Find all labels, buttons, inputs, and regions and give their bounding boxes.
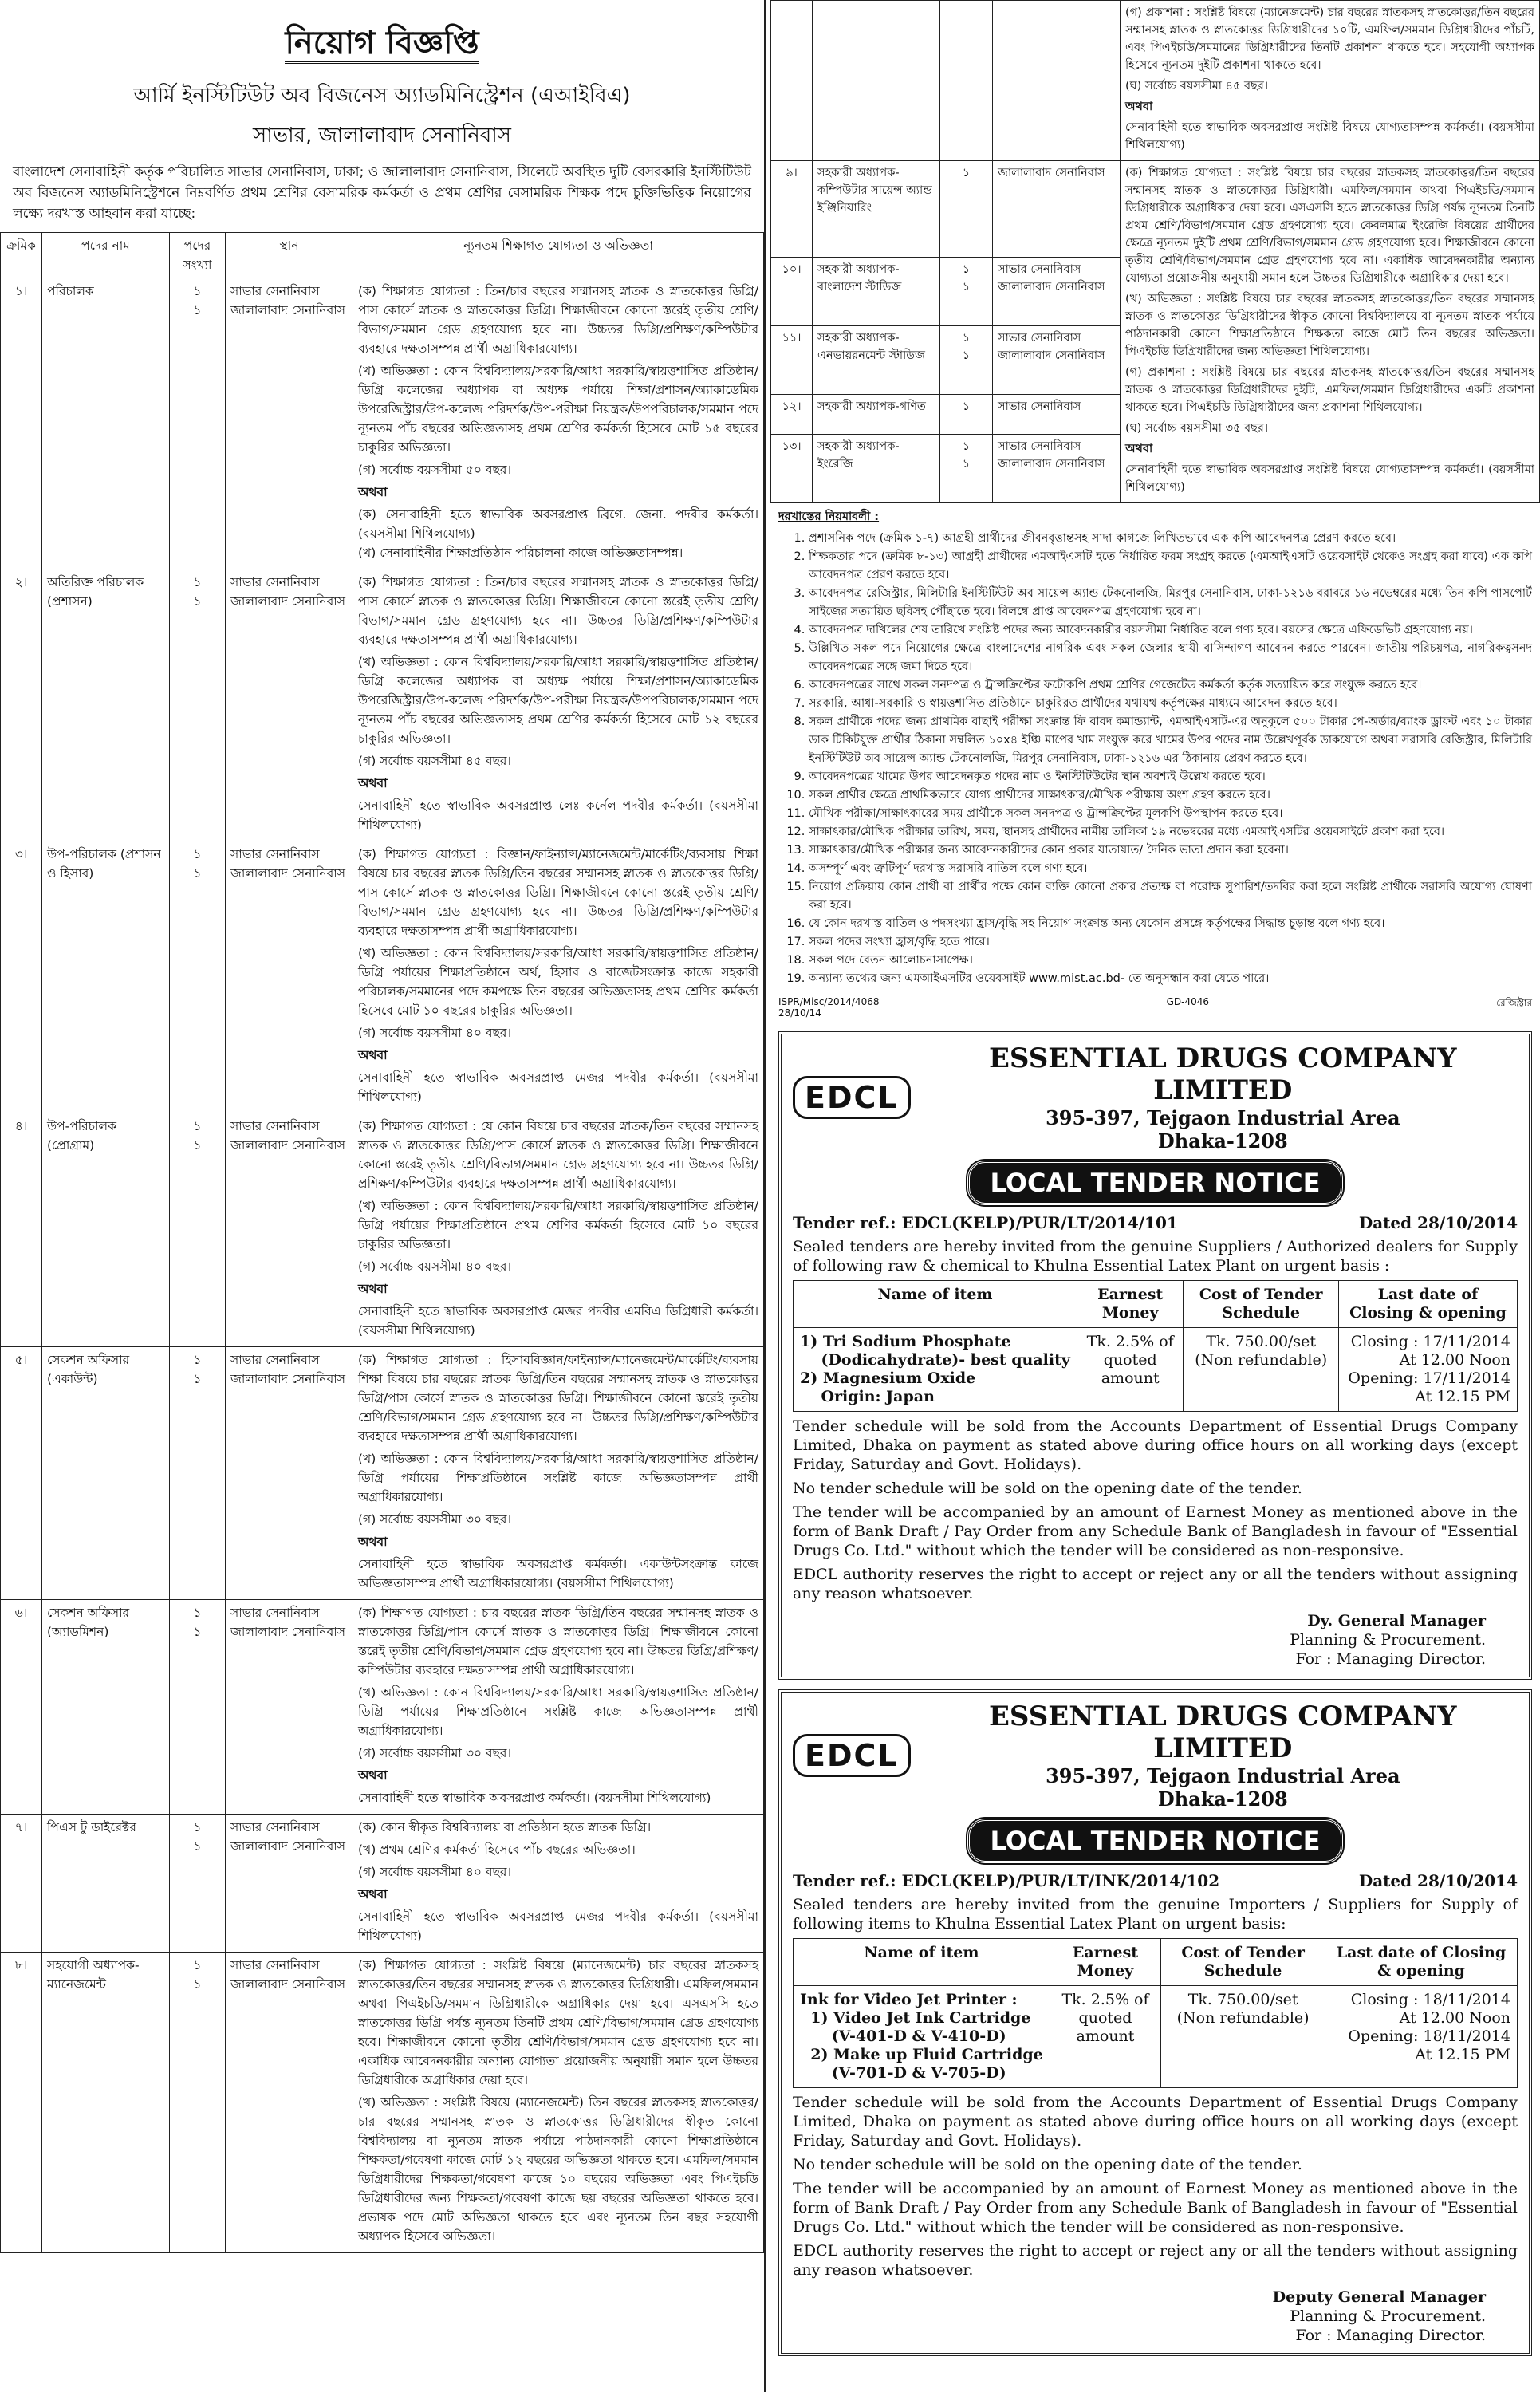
requirement-line: (খ) অভিজ্ঞতা : সংশ্লিষ্ট বিষয়ে (ম্যানেজমেন্ট) তিন বছরের স্নাতকসহ স্নাতকোত্তর/চার বছরের সম্মানসহ স্নাতক ও স্নাতকোত্তর ডিগ্রিধারীদের স্বীকৃত কোনো বিশ্ববিদ্যালয় বা ন্যূনতম স্নাতক পর্যায়ে পাঠদানকারী কোনো শিক্ষাপ্রতিষ্ঠানে শিক্ষকতা/গবেষণা কাজে মোট ১২ বছরের অভিজ্ঞতা থাকতে হবে। এমফিল/সমমান ডিগ্রিধারীদের শিক্ষকতা/গবেষণা কাজে ১০ বছরের অভিজ্ঞতা এবং পিএইচডি ডিগ্রিধারীদের জন্য শিক্ষকতা/গবেষণা কাজে ছয় বছরের অভিজ্ঞতা থাকতে হবে। প্রভাষক পদে মোট অভিজ্ঞতা থাকতে হবে এবং ন্যূনতম তিন বছর সহযোগী অধ্যাপক হিসেবে অভিজ্ঞতা। bbox=[358, 2095, 758, 2244]
col-item: Name of item bbox=[794, 1939, 1050, 1986]
table-row bbox=[1, 1113, 764, 1347]
requirement-line: (ক) কোন স্বীকৃত বিশ্ববিদ্যালয় বা প্রতিষ্ঠান হতে স্নাতক ডিগ্রি। bbox=[358, 1820, 652, 1834]
post-name: সেকশন অফিসার (অ্যাডমিশন) bbox=[42, 1600, 170, 1815]
rule-item: 15. নিয়োগ প্রক্রিয়ায় কোন প্রার্থী বা প্রার্থীর পক্ষে কোন ব্যক্তি কোনো প্রকার প্রত্যক্ষ বা পরোক্ষ সুপারিশ/তদবির করা হলে সংশ্লিষ্ট প্রার্থীকে সরাসরি অযোগ্য ঘোষণা করা হবে। bbox=[809, 878, 1532, 915]
item-name: 1) Tri Sodium Phosphate (Dodicahydrate)- best quality 2) Magnesium Oxide Origin: Japan bbox=[794, 1328, 1077, 1412]
post-place: সাভার সেনানিবাস জালালাবাদ সেনানিবাস bbox=[226, 1815, 353, 1953]
ispr-ref: ISPR/Misc/2014/4068 28/10/14 bbox=[778, 996, 880, 1019]
jobs-table-header bbox=[1, 233, 764, 278]
requirement-line: (ক) শিক্ষাগত যোগ্যতা : হিসাববিজ্ঞান/ফাইন্যান্স/ম্যানেজমেন্ট/মার্কেটিং/ব্যবসায় শিক্ষা বিষয়ে চার বছরের স্নাতক ডিগ্রি/তিন বছরের সম্মানসহ স্নাতক ও স্নাতকোত্তর ডিগ্রি/পাস কোর্সে স্নাতক ও স্নাতকোত্তর ডিগ্রি। শিক্ষাজীবনে কোনো স্তরেই তৃতীয় শ্রেণি/বিভাগ/সমমান গ্রেড গ্রহণযোগ্য হবে না। উচ্চতর ডিগ্রি/প্রশিক্ষণ/কম্পিউটার ব্যবহারে দক্ষতাসম্পন্ন প্রার্থী অগ্রাধিকারযোগ্য। bbox=[358, 1353, 758, 1444]
serial-no: ১০। bbox=[771, 258, 813, 326]
post-count: ১ ১ bbox=[170, 1347, 226, 1600]
post-requirements bbox=[353, 1953, 764, 2253]
rule-item: 12. সাক্ষাৎকার/মৌখিক পরীক্ষার তারিখ, সময়, স্থানসহ প্রার্থীদের নামীয় তালিকা ১৯ নভেম্বরের মধ্যে এমআইএসটির ওয়েবসাইটে প্রকাশ করা হবে। bbox=[809, 823, 1532, 841]
post-place: সাভার সেনানিবাস জালালাবাদ সেনানিবাস bbox=[226, 1347, 353, 1600]
post-count: ১ ১ bbox=[940, 258, 993, 326]
serial-no: ৪। bbox=[1, 1113, 42, 1347]
requirement-line: (খ) অভিজ্ঞতা : কোন বিশ্ববিদ্যালয়/সরকারি/আধা সরকারি/স্বায়ত্তশাসিত প্রতিষ্ঠান/ডিগ্রি পর্যায়ের শিক্ষাপ্রতিষ্ঠানে সংশ্লিষ্ট কাজে অভিজ্ঞতাসম্পন্ন প্রার্থী অগ্রাধিকারযোগ্য। bbox=[358, 1452, 758, 1504]
serial-no: ৬। bbox=[1, 1600, 42, 1815]
post-place: সাভার সেনানিবাস জালালাবাদ সেনানিবাস bbox=[226, 1953, 353, 2253]
requirement-line: (গ) সর্বোচ্চ বয়সসীমা ৪০ বছর। bbox=[358, 1259, 511, 1274]
tender-para-1: Tender schedule will be sold from the Accounts Department of Essential Drugs Company Limited, Dhaka on payment as stated above during office hours on all working days (except Friday, Saturday and Govt. Holidays). bbox=[793, 1417, 1518, 1473]
requirement-line: (খ) অভিজ্ঞতা : সংশ্লিষ্ট বিষয়ে চার বছরের স্নাতকসহ স্নাতকোত্তর/তিন বছরের সম্মানসহ স্নাতক ও স্নাতকোত্তর ডিগ্রিধারীদের স্বীকৃত কোনো বিশ্ববিদ্যালয়ে বা ন্যূনতম স্নাতক পর্যায়ে পাঠদানকারী কোনো শিক্ষাপ্রতিষ্ঠানে শিক্ষকতা কাজে মোট তিন বছরের অভিজ্ঞতা। পিএইচডি ডিগ্রিধারীদের জন্য অভিজ্ঞতা শিথিলযোগ্য। bbox=[1125, 293, 1534, 358]
company-name: ESSENTIAL DRUGS COMPANY LIMITED bbox=[989, 1700, 1457, 1764]
tender-table bbox=[793, 1938, 1518, 2088]
or-label: অথবা bbox=[358, 1887, 388, 1901]
requirement-line: (গ) সর্বোচ্চ বয়সসীমা ৪০ বছর। bbox=[358, 1865, 511, 1879]
tender-header bbox=[793, 1700, 1518, 1811]
serial-no: ৫। bbox=[1, 1347, 42, 1600]
requirement-line: (খ) প্রথম শ্রেণির কর্মকর্তা হিসেবে পাঁচ বছরের অভিজ্ঞতা। bbox=[358, 1842, 636, 1857]
alternative-eligibility: সেনাবাহিনী হতে স্বাভাবিক অবসরপ্রাপ্ত কর্মকর্তা। (বয়সসীমা শিথিলযোগ্য) bbox=[358, 1791, 711, 1805]
company-block bbox=[928, 1700, 1518, 1811]
earnest-money: Tk. 2.5% of quoted amount bbox=[1077, 1328, 1184, 1412]
tender-notice bbox=[778, 1689, 1532, 2356]
post-name: উপ-পরিচালক (প্রোগ্রাম) bbox=[42, 1113, 170, 1347]
company-address: 395-397, Tejgaon Industrial Area bbox=[1046, 1764, 1400, 1787]
tender-para-4: EDCL authority reserves the right to accept or reject any or all the tenders without assigning any reason whatsoever. bbox=[793, 1566, 1518, 1602]
post-count: ১ ১ bbox=[170, 569, 226, 841]
requirement-line: (ক) শিক্ষাগত যোগ্যতা : সংশ্লিষ্ট বিষয়ে (ম্যানেজমেন্ট) চার বছরের স্নাতকসহ স্নাতকোত্তর/তিন বছরের সম্মানসহ স্নাতক ও স্নাতকোত্তর ডিগ্রিধারী। এমফিল/সমমান অথবা পিএইচডি/সমমান ডিগ্রিধারীকে অগ্রাধিকার দেয়া হবে। এসএসসি হতে স্নাতকোত্তর ডিগ্রি পর্যন্ত ন্যূনতম তিনটি প্রথম শ্রেণি/বিভাগ/সমমান গ্রেড গ্রহণযোগ্য হবে। শিক্ষাজীবনে কোনো তৃতীয় শ্রেণি/বিভাগ/সমমান গ্রেড গ্রহণযোগ্য হবে না। একাধিক আবেদনকারীর অন্যান্য যোগ্যতা প্রয়োজনীয় অনুযায়ী সমান হলে উচ্চতর ডিগ্রিধারীকে অগ্রাধিকার দেয়া হবে। bbox=[358, 1958, 758, 2087]
tender-signature: Deputy General Manager Planning & Procurement. For : Managing Director. bbox=[1272, 2288, 1486, 2344]
tender-intro: Sealed tenders are hereby invited from the genuine Importers / Suppliers for Supply of following items to Khulna Essential Latex Plant on urgent basis: bbox=[793, 1896, 1518, 1933]
rule-item: 6. আবেদনপত্রের সাথে সকল সনদপত্র ও ট্রান্সক্রিপ্টের ফটোকপি প্রথম শ্রেণির গেজেটেড কর্মকর্তা কর্তৃক সত্যায়িত করে সংযুক্ত করতে হবে। bbox=[809, 676, 1532, 695]
post-requirements bbox=[353, 569, 764, 841]
requirement-line: (ক) শিক্ষাগত যোগ্যতা : তিন/চার বছরের সম্মানসহ স্নাতক ও স্নাতকোত্তর ডিগ্রি/পাস কোর্সে স্নাতক ও স্নাতকোত্তর ডিগ্রি। শিক্ষাজীবনে কোনো স্তরেই তৃতীয় শ্রেণি/বিভাগ/সমমান গ্রেড গ্রহণযোগ্য হবে না। উচ্চতর ডিগ্রি/প্রশিক্ষণ/কম্পিউটার ব্যবহারে দক্ষতাসম্পন্ন প্রার্থী অগ্রাধিকারযোগ্য। bbox=[358, 284, 758, 356]
post-name: অতিরিক্ত পরিচালক (প্রশাসন) bbox=[42, 569, 170, 841]
post-requirements bbox=[353, 841, 764, 1113]
tender-para-3: The tender will be accompanied by an amount of Earnest Money as mentioned above in the form of Bank Draft / Pay Order from any Schedule Bank of Bangladesh in favour of "Essential Drugs Co. Ltd." without which the tender will be considered as non-responsive. bbox=[793, 1503, 1518, 1559]
rule-item: 13. সাক্ষাৎকার/মৌখিক পরীক্ষার জন্য আবেদনকারীদের কোন প্রকার যাতায়াত/ দৈনিক ভাতা প্রদান করা হবেনা। bbox=[809, 841, 1532, 860]
requirement-line: (খ) অভিজ্ঞতা : কোন বিশ্ববিদ্যালয়/সরকারি/আধা সরকারি/স্বায়ত্তশাসিত প্রতিষ্ঠান/ডিগ্রি কলেজের অধ্যাপক বা অধ্যক্ষ পর্যায়ে শিক্ষা/প্রশাসন/অ্যাকাডেমিক উপরেজিস্ট্রার/উপ-কলেজ পরিদর্শক/উপ-পরীক্ষা নিয়ন্ত্রক/উপপরিচালক/সমমান পদে ন্যূনতম পাঁচ বছরের অভিজ্ঞতাসহ প্রথম শ্রেণির কর্মকর্তা হিসেবে মোট ১৫ বছরের চাকুরির অভিজ্ঞতা। bbox=[358, 364, 758, 455]
post-name: উপ-পরিচালক (প্রশাসন ও হিসাব) bbox=[42, 841, 170, 1113]
col-requirements: ন্যূনতম শিক্ষাগত যোগ্যতা ও অভিজ্ঞতা bbox=[353, 233, 764, 278]
col-earnest: Earnest Money bbox=[1077, 1281, 1184, 1328]
requirement-line: (খ) অভিজ্ঞতা : কোন বিশ্ববিদ্যালয়/সরকারি/আধা সরকারি/স্বায়ত্তশাসিত প্রতিষ্ঠান/ডিগ্রি পর্যায়ের শিক্ষাপ্রতিষ্ঠানে প্রথম শ্রেণির কর্মকর্তা হিসেবে মোট ১০ বছরের চাকুরির অভিজ্ঞতা। bbox=[358, 1199, 758, 1251]
post-requirements bbox=[1121, 161, 1540, 503]
post-count: ১ bbox=[940, 395, 993, 435]
post-place: সাভার সেনানিবাস bbox=[993, 395, 1121, 435]
application-rules bbox=[770, 503, 1540, 993]
tender-para-2: No tender schedule will be sold on the opening date of the tender. bbox=[793, 1480, 1302, 1497]
table-row bbox=[794, 1328, 1518, 1412]
post-name: সহকারী অধ্যাপক-কম্পিউটার সায়েন্স অ্যান্ড ইঞ্জিনিয়ারিং bbox=[813, 161, 940, 258]
col-item: Name of item bbox=[794, 1281, 1077, 1328]
tender-para-2: No tender schedule will be sold on the opening date of the tender. bbox=[793, 2156, 1302, 2173]
post-requirements bbox=[353, 278, 764, 569]
or-label: অথবা bbox=[358, 485, 388, 499]
post-place: সাভার সেনানিবাস জালালাবাদ সেনানিবাস bbox=[226, 569, 353, 841]
or-label: অথবা bbox=[1125, 443, 1153, 455]
rule-item: 17. সকল পদের সংখ্যা হ্রাস/বৃদ্ধি হতে পারে। bbox=[809, 933, 1532, 952]
tender-ref-line bbox=[793, 1213, 1518, 1232]
table-row bbox=[771, 161, 1540, 258]
post-place: জালালাবাদ সেনানিবাস bbox=[993, 161, 1121, 258]
tender-ref: Tender ref.: EDCL(KELP)/PUR/LT/2014/101 bbox=[793, 1213, 1178, 1232]
requirement-line: (গ) সর্বোচ্চ বয়সসীমা ৫০ বছর। bbox=[358, 463, 511, 477]
tender-table-header bbox=[794, 1281, 1518, 1328]
tender-ref: Tender ref.: EDCL(KELP)/PUR/LT/INK/2014/102 bbox=[793, 1871, 1220, 1890]
post-place: সাভার সেনানিবাস জালালাবাদ সেনানিবাস bbox=[993, 435, 1121, 503]
post-name: পিএস টু ডাইরেক্টর bbox=[42, 1815, 170, 1953]
closing-opening: Closing : 17/11/2014 At 12.00 Noon Opening: 17/11/2014 At 12.15 PM bbox=[1338, 1328, 1517, 1412]
rule-item: 11. মৌখিক পরীক্ষা/সাক্ষাৎকারের সময় প্রার্থীকে সকল সনদপত্র ও ট্রান্সক্রিপ্টের মূলকপি উপস্থাপন করতে হবে। bbox=[809, 805, 1532, 823]
post-name: সহকারী অধ্যাপক-এনভায়রনমেন্ট স্টাডিজ bbox=[813, 326, 940, 395]
rule-item: 10. সকল প্রার্থীর ক্ষেত্রে প্রাথমিকভাবে যোগ্য প্রার্থীদের সাক্ষাৎকার/মৌখিক পরীক্ষায় অংশ গ্রহণ করতে হবে। bbox=[809, 786, 1532, 805]
alternative-eligibility: সেনাবাহিনী হতে স্বাভাবিক অবসরপ্রাপ্ত মেজর পদবীর কর্মকর্তা। (বয়সসীমা শিথিলযোগ্য) bbox=[358, 1070, 758, 1104]
table-row bbox=[1, 1600, 764, 1815]
gd-ref: GD-4046 bbox=[1166, 996, 1210, 1007]
notice-title: নিয়োগ বিজ্ঞপ্তি bbox=[0, 18, 764, 71]
rule-item: 3. আবেদনপত্র রেজিস্ট্রার, মিলিটারি ইনস্টিটিউট অব সায়েন্স অ্যান্ড টেকনোলজি, মিরপুর সেনানিবাস, ঢাকা-১২১৬ বরাবরে ১৬ নভেম্বরের মধ্যে তিন কপি পাসপোর্ট সাইজের সত্যায়িত ছবিসহ পৌঁছাতে হবে। বিলম্বে প্রাপ্ত আবেদনপত্র গ্রহণযোগ্য হবে না। bbox=[809, 585, 1532, 621]
serial-no: ১৩। bbox=[771, 435, 813, 503]
edcl-logo: EDCL bbox=[793, 1076, 911, 1119]
rule-item: 2. শিক্ষকতার পদে (ক্রমিক ৮-১৩) আগ্রহী প্রার্থীদের এমআইএসটি হতে নির্ধারিত ফরম সংগ্রহ করতে (এমআইএসটি ওয়েবসাইট থেকেও সংগ্রহ করা যাবে) এক কপি আবেদনপত্র প্রেরণ করতে হবে। bbox=[809, 548, 1532, 585]
serial-no: ৭। bbox=[1, 1815, 42, 1953]
notice-footer bbox=[770, 993, 1540, 1022]
tender-ref-line bbox=[793, 1871, 1518, 1890]
rule-item: 9. আবেদনপত্রের খামের উপর আবেদনকৃত পদের নাম ও ইনস্টিটিউটের স্থান অবশ্যই উল্লেখ করতে হবে। bbox=[809, 768, 1532, 786]
serial-no: ১। bbox=[1, 278, 42, 569]
tender-para-1: Tender schedule will be sold from the Accounts Department of Essential Drugs Company Limited, Dhaka on payment as stated above during office hours on all working days (except Friday, Saturday and Govt. Holidays). bbox=[793, 2094, 1518, 2150]
company-address: 395-397, Tejgaon Industrial Area bbox=[1046, 1106, 1400, 1129]
post-requirements bbox=[353, 1600, 764, 1815]
requirement-line: (ঘ) সর্বোচ্চ বয়সসীমা ৩৫ বছর। bbox=[1125, 422, 1269, 435]
table-row bbox=[1, 278, 764, 569]
tender-para-4: EDCL authority reserves the right to accept or reject any or all the tenders without assigning any reason whatsoever. bbox=[793, 2242, 1518, 2279]
notice-intro: বাংলাদেশ সেনাবাহিনী কর্তৃক পরিচালিত সাভার সেনানিবাস, ঢাকা; ও জালালাবাদ সেনানিবাস, সিলেটে অবস্থিত দুটি বেসরকারি ইনস্টিটিউট অব বিজনেস অ্যাডমিনিস্ট্রেশনে নিম্নবর্ণিত প্রথম শ্রেণির বেসামরিক কর্মকর্তা ও প্রথম শ্রেণির বেসামরিক শিক্ষক পদে চুক্তিভিত্তিক নিয়োগের লক্ষ্যে দরখাস্ত আহবান করা যাচ্ছে: bbox=[13, 164, 751, 222]
post-count: ১ ১ bbox=[170, 1815, 226, 1953]
post-count: ১ bbox=[940, 161, 993, 258]
company-name: ESSENTIAL DRUGS COMPANY LIMITED bbox=[989, 1042, 1457, 1106]
tender-table bbox=[793, 1280, 1518, 1412]
tender-banner: LOCAL TENDER NOTICE bbox=[793, 1161, 1518, 1205]
col-cost: Cost of Tender Schedule bbox=[1184, 1281, 1338, 1328]
post-name: সহকারী অধ্যাপক-গণিত bbox=[813, 395, 940, 435]
post-count: ১ ১ bbox=[170, 1600, 226, 1815]
post-count: ১ ১ bbox=[170, 1113, 226, 1347]
edcl-logo: EDCL bbox=[793, 1734, 911, 1777]
rule-item: 18. সকল পদে বেতন আলোচনাসাপেক্ষ। bbox=[809, 952, 1532, 970]
alternative-eligibility: সেনাবাহিনী হতে স্বাভাবিক অবসরপ্রাপ্ত লেঃ কর্নেল পদবীর কর্মকর্তা। (বয়সসীমা শিথিলযোগ্য) bbox=[358, 798, 758, 832]
col-cost: Cost of Tender Schedule bbox=[1161, 1939, 1325, 1986]
post-name: সহকারী অধ্যাপক-ইংরেজি bbox=[813, 435, 940, 503]
post-count: ১ ১ bbox=[170, 841, 226, 1113]
notice-header bbox=[0, 18, 764, 154]
tender-date: Dated 28/10/2014 bbox=[1358, 1213, 1518, 1232]
requirement-line: (গ) সর্বোচ্চ বয়সসীমা ৪০ বছর। bbox=[358, 1026, 511, 1040]
post-place: সাভার সেনানিবাস জালালাবাদ সেনানিবাস bbox=[993, 258, 1121, 326]
post-place: সাভার সেনানিবাস জালালাবাদ সেনানিবাস bbox=[226, 841, 353, 1113]
post-place: সাভার সেনানিবাস জালালাবাদ সেনানিবাস bbox=[226, 278, 353, 569]
tender-header bbox=[793, 1042, 1518, 1153]
col-dates: Last date of Closing & opening bbox=[1325, 1939, 1517, 1986]
rule-item: 14. অসম্পূর্ণ এবং ত্রুটিপূর্ণ দরখাস্ত সরাসরি বাতিল বলে গণ্য হবে। bbox=[809, 860, 1532, 878]
requirement-line: (গ) সর্বোচ্চ বয়সসীমা ৩০ বছর। bbox=[358, 1512, 512, 1527]
serial-no: ২। bbox=[1, 569, 42, 841]
requirement-line: (ক) শিক্ষাগত যোগ্যতা : বিজ্ঞান/ফাইন্যান্স/ম্যানেজমেন্ট/মার্কেটিং/ব্যবসায় শিক্ষা বিষয়ে চার বছরের স্নাতক ডিগ্রি/তিন বছরের সম্মানসহ স্নাতক ও স্নাতকোত্তর ডিগ্রি/পাস কোর্সে স্নাতক ও স্নাতকোত্তর ডিগ্রি। শিক্ষাজীবনে কোনো স্তরেই তৃতীয় শ্রেণি/বিভাগ/সমমান গ্রেড গ্রহণযোগ্য হবে না। উচ্চতর ডিগ্রি/প্রশিক্ষণ/কম্পিউটার ব্যবহারে দক্ষতাসম্পন্ন প্রার্থী অগ্রাধিকারযোগ্য। bbox=[358, 847, 758, 938]
requirement-line: (খ) অভিজ্ঞতা : কোন বিশ্ববিদ্যালয়/সরকারি/আধা সরকারি/স্বায়ত্তশাসিত প্রতিষ্ঠান/ডিগ্রি কলেজের অধ্যাপক বা অধ্যক্ষ পর্যায়ে শিক্ষা/প্রশাসন/অ্যাকাডেমিক উপরেজিস্ট্রার/উপ-কলেজ পরিদর্শক/উপ-পরীক্ষা নিয়ন্ত্রক/উপপরিচালক/সমমান পদে ন্যূনতম পাঁচ বছরের অভিজ্ঞতাসহ প্রথম শ্রেণির কর্মকর্তা হিসেবে মোট ১২ বছরের চাকুরির অভিজ্ঞতা। bbox=[358, 655, 758, 746]
col-place: স্থান bbox=[226, 233, 353, 278]
tender-notice bbox=[778, 1031, 1532, 1680]
table-row bbox=[1, 841, 764, 1113]
serial-no: ৩। bbox=[1, 841, 42, 1113]
post-requirements bbox=[353, 1815, 764, 1953]
requirement-line: (গ) প্রকাশনা : সংশ্লিষ্ট বিষয়ে চার বছরের স্নাতকসহ স্নাতকোত্তর/তিন বছরের সম্মানসহ স্নাতক ও স্নাতকোত্তর ডিগ্রিধারীদের দুইটি, এমফিল/সমমান ডিগ্রিধারীদের একটি প্রকাশনা থাকতে হবে। পিএইচডি ডিগ্রিধারীদের জন্য প্রকাশনা শিথিলযোগ্য। bbox=[1125, 366, 1534, 414]
col-post: পদের নাম bbox=[42, 233, 170, 278]
post-name: সেকশন অফিসার (একাউন্ট) bbox=[42, 1347, 170, 1600]
rule-item: 1. প্রশাসনিক পদে (ক্রমিক ১-৭) আগ্রহী প্রার্থীদের জীবনবৃত্তান্তসহ সাদা কাগজে লিখিতভাবে এক কপি আবেদনপত্র প্রেরণ করতে হবে। bbox=[809, 530, 1532, 548]
alternative-eligibility: সেনাবাহিনী হতে স্বাভাবিক অবসরপ্রাপ্ত সংশ্লিষ্ট বিষয়ে যোগ্যতাসম্পন্ন কর্মকর্তা। (বয়সসীমা শিথিলযোগ্য) bbox=[1125, 463, 1534, 494]
serial-no: ৮। bbox=[1, 1953, 42, 2253]
table-row bbox=[771, 1, 1540, 161]
requirement-line: (ক) শিক্ষাগত যোগ্যতা : যে কোন বিষয়ে চার বছরের স্নাতক/তিন বছরের সম্মানসহ স্নাতক ও স্নাতকোত্তর ডিগ্রি/পাস কোর্সে স্নাতক ও স্নাতকোত্তর ডিগ্রি। শিক্ষাজীবনে কোনো স্তরেই তৃতীয় শ্রেণি/বিভাগ/সমমান গ্রেড গ্রহণযোগ্য হবে না। উচ্চতর ডিগ্রি/প্রশিক্ষণ/কম্পিউটার ব্যবহারে দক্ষতাসম্পন্ন প্রার্থী অগ্রাধিকারযোগ্য। bbox=[358, 1119, 758, 1191]
requirement-line: (গ) সর্বোচ্চ বয়সসীমা ৪৫ বছর। bbox=[358, 754, 511, 768]
closing-opening: Closing : 18/11/2014 At 12.00 Noon Opening: 18/11/2014 At 12.15 PM bbox=[1325, 1986, 1517, 2088]
faculty-table bbox=[770, 0, 1540, 503]
alternative-eligibility: সেনাবাহিনী হতে স্বাভাবিক অবসরপ্রাপ্ত কর্মকর্তা। একাউন্টসংক্রান্ত কাজে অভিজ্ঞতাসম্পন্ন প্রার্থী অগ্রাধিকারযোগ্য। (বয়সসীমা শিথিলযোগ্য) bbox=[358, 1557, 758, 1590]
right-column bbox=[770, 0, 1540, 2392]
institute-name: আর্মি ইনস্টিটিউট অব বিজনেস অ্যাডমিনিস্ট্রেশন (এআইবিএ) bbox=[133, 84, 631, 108]
requirement-line: (গ) সর্বোচ্চ বয়সসীমা ৩০ বছর। bbox=[358, 1746, 512, 1760]
alternative-eligibility: সেনাবাহিনী হতে স্বাভাবিক অবসরপ্রাপ্ত মেজর পদবীর কর্মকর্তা। (বয়সসীমা শিথিলযোগ্য) bbox=[358, 1909, 758, 1943]
col-earnest: Earnest Money bbox=[1050, 1939, 1161, 1986]
table-row bbox=[1, 569, 764, 841]
col-count: পদের সংখ্যা bbox=[170, 233, 226, 278]
requirement-line: (ক) শিক্ষাগত যোগ্যতা : সংশ্লিষ্ট বিষয়ে চার বছরের স্নাতকসহ স্নাতকোত্তর/তিন বছরের সম্মানসহ স্নাতক ও স্নাতকোত্তর ডিগ্রিধারী। এমফিল/সমমান অথবা পিএইচডি/সমমান ডিগ্রিধারীকে অগ্রাধিকার দেয়া হবে। এসএসসি হতে স্নাতকোত্তর ডিগ্রি পর্যন্ত ন্যূনতম তিনটি প্রথম শ্রেণি/বিভাগ/সমমান গ্রেড গ্রহণযোগ্য হবে। কেবলমাত্র ইংরেজি বিষয়ের প্রার্থীদের ক্ষেত্রে ন্যূনতম দুইটি প্রথম শ্রেণি/বিভাগ/সমমান গ্রেড গ্রহণযোগ্য হবে। শিক্ষাজীবনে কোনো তৃতীয় শ্রেণি/বিভাগ/সমমান গ্রেড গ্রহণযোগ্য হবে না। একাধিক আবেদনকারীর অন্যান্য যোগ্যতা প্রয়োজনীয় অনুযায়ী সমান হলে উচ্চতর ডিগ্রিধারীকে অগ্রাধিকার দেয়া হবে। bbox=[1125, 167, 1534, 285]
rule-item: 19. অন্যান্য তথ্যের জন্য এমআইএসটির ওয়েবসাইট www.mist.ac.bd- তে অনুসন্ধান করা যেতে পারে। bbox=[809, 970, 1532, 988]
rule-item: 16. যে কোন দরখাস্ত বাতিল ও পদসংখ্যা হ্রাস/বৃদ্ধি সহ নিয়োগ সংক্রান্ত অন্য যেকোন প্রসঙ্গে কর্তৃপক্ষের সিদ্ধান্ত চূড়ান্ত বলে গণ্য হবে। bbox=[809, 915, 1532, 933]
post-count: ১ ১ bbox=[940, 326, 993, 395]
rule-item: 4. আবেদনপত্র দাখিলের শেষ তারিখে সংশ্লিষ্ট পদের জন্য আবেদনকারীর বয়সসীমা নির্ধারিত বলে গণ্য হবে। বয়সের ক্ষেত্রে এফিডেভিট গ্রহণযোগ্য নয়। bbox=[809, 621, 1532, 640]
or-label: অথবা bbox=[358, 1048, 388, 1062]
schedule-cost: Tk. 750.00/set (Non refundable) bbox=[1184, 1328, 1338, 1412]
post-count: ১ ১ bbox=[940, 435, 993, 503]
serial-no: ১২। bbox=[771, 395, 813, 435]
table-row bbox=[794, 1986, 1518, 2088]
rule-item: 5. উল্লিখিত সকল পদে নিয়োগের ক্ষেত্রে বাংলাদেশের নাগরিক এবং সকল জেলার স্থায়ী বাসিন্দাগণ আবেদন করতে পারবেন। জাতীয় পরিচয়পত্র, নাগরিকত্বসনদ আবেদনপত্রের সঙ্গে জমা দিতে হবে। bbox=[809, 640, 1532, 676]
tender-date: Dated 28/10/2014 bbox=[1358, 1871, 1518, 1890]
post-place: সাভার সেনানিবাস জালালাবাদ সেনানিবাস bbox=[226, 1600, 353, 1815]
company-city: Dhaka-1208 bbox=[1157, 1787, 1288, 1811]
rules-title: দরখাস্তের নিয়মাবলী : bbox=[778, 510, 880, 523]
alternative-eligibility: (ক) সেনাবাহিনী হতে স্বাভাবিক অবসরপ্রাপ্ত ব্রিগে. জেনা. পদবীর কর্মকর্তা। (বয়সসীমা শিথিলযোগ্য) (খ) সেনাবাহিনীর শিক্ষাপ্রতিষ্ঠান পরিচালনা কাজে অভিজ্ঞতাসম্পন্ন। bbox=[358, 507, 758, 560]
post-place: সাভার সেনানিবাস জালালাবাদ সেনানিবাস bbox=[993, 326, 1121, 395]
requirement-line: (খ) অভিজ্ঞতা : কোন বিশ্ববিদ্যালয়/সরকারি/আধা সরকারি/স্বায়ত্তশাসিত প্রতিষ্ঠান/ডিগ্রি পর্যায়ের শিক্ষাপ্রতিষ্ঠানে অর্থ, হিসাব ও বাজেটসংক্রান্ত কাজে সহকারী পরিচালক/সমমানের পদে কমপক্ষে তিন বছরের অভিজ্ঞতাসহ প্রথম শ্রেণির কর্মকর্তা হিসেবে মোট ১০ বছরের চাকুরির অভিজ্ঞতা। bbox=[358, 946, 758, 1018]
alternative-eligibility: সেনাবাহিনী হতে স্বাভাবিক অবসরপ্রাপ্ত মেজর পদবীর এমবিএ ডিগ্রিধারী কর্মকর্তা। (বয়সসীমা শিথিলযোগ্য) bbox=[358, 1304, 758, 1338]
tender-signature: Dy. General Manager Planning & Procurement. For : Managing Director. bbox=[1290, 1612, 1486, 1668]
serial-no: ৯। bbox=[771, 161, 813, 258]
post-count: ১ ১ bbox=[170, 278, 226, 569]
post-place: সাভার সেনানিবাস জালালাবাদ সেনানিবাস bbox=[226, 1113, 353, 1347]
requirement-line: (খ) অভিজ্ঞতা : কোন বিশ্ববিদ্যালয়/সরকারি/আধা সরকারি/স্বায়ত্তশাসিত প্রতিষ্ঠান/ডিগ্রি পর্যায়ের শিক্ষাপ্রতিষ্ঠানে সংশ্লিষ্ট কাজে অভিজ্ঞতাসম্পন্ন প্রার্থী অগ্রাধিকারযোগ্য। bbox=[358, 1685, 758, 1738]
table-row bbox=[1, 1347, 764, 1600]
tender-banner: LOCAL TENDER NOTICE bbox=[793, 1819, 1518, 1863]
or-label: অথবা bbox=[358, 1282, 388, 1296]
col-dates: Last date of Closing & opening bbox=[1338, 1281, 1517, 1328]
rule-item: 8. সকল প্রার্থীকে পদের জন্য প্রাথমিক বাছাই পরীক্ষা সংক্রান্ত ফি বাবদ কমান্ড্যান্ট, এমআইএসটি-এর অনুকূলে ৫০০ টাকার পে-অর্ডার/ব্যাংক ড্রাফট এবং ১০ টাকার ডাক টিকিটযুক্ত প্রার্থীর ঠিকানা সম্বলিত ১০x৪ ইঞ্চি মাপের খাম সংযুক্ত করে খামের উপর পদের নাম উল্লেখপূর্বক ডাকযোগে অথবা সরাসরি রেজিস্ট্রার, মিলিটারি ইনস্টিটিউট অব সায়েন্স অ্যান্ড টেকনোলজি, মিরপুর সেনানিবাস, ঢাকা-১২১৬ এর ঠিকানায় প্রেরণ করতে হবে। bbox=[809, 713, 1532, 768]
rules-list bbox=[778, 530, 1532, 988]
company-block bbox=[928, 1042, 1518, 1153]
post-name: সহযোগী অধ্যাপক-ম্যানেজমেন্ট bbox=[42, 1953, 170, 2253]
schedule-cost: Tk. 750.00/set (Non refundable) bbox=[1161, 1986, 1325, 2088]
jobs-table bbox=[0, 232, 764, 2253]
company-city: Dhaka-1208 bbox=[1157, 1129, 1288, 1153]
or-label: অথবা bbox=[358, 1768, 388, 1783]
table-row bbox=[1, 1953, 764, 2253]
requirement-line: (ক) শিক্ষাগত যোগ্যতা : চার বছরের স্নাতক ডিগ্রি/তিন বছরের সম্মানসহ স্নাতক ও স্নাতকোত্তর ডিগ্রি/পাস কোর্সে স্নাতক ও স্নাতকোত্তর ডিগ্রি। শিক্ষাজীবনে কোনো স্তরেই তৃতীয় শ্রেণি/বিভাগ/সমমান গ্রেড গ্রহণযোগ্য হবে না। উচ্চতর ডিগ্রি/প্রশিক্ষণ/কম্পিউটার ব্যবহারে দক্ষতাসম্পন্ন প্রার্থী অগ্রাধিকারযোগ্য। bbox=[358, 1606, 758, 1677]
serial-no: ১১। bbox=[771, 326, 813, 395]
tender-para-3: The tender will be accompanied by an amount of Earnest Money as mentioned above in the form of Bank Draft / Pay Order from any Schedule Bank of Bangladesh in favour of "Essential Drugs Co. Ltd." without which the tender will be considered as non-responsive. bbox=[793, 2180, 1518, 2236]
recruitment-notice bbox=[0, 0, 766, 2392]
registrar-sign: রেজিস্ট্রার bbox=[1496, 997, 1532, 1008]
rule-item: 7. সরকারি, আধা-সরকারি ও স্বায়ত্তশাসিত প্রতিষ্ঠানে চাকুরিরত প্রার্থীদের যথাযথ কর্তৃপক্ষের মাধ্যমে আবেদন করতে হবে। bbox=[809, 695, 1532, 713]
col-serial: ক্রমিক bbox=[1, 233, 42, 278]
or-label: অথবা bbox=[358, 776, 388, 790]
post-requirements bbox=[353, 1113, 764, 1347]
row8-continuation: (গ) প্রকাশনা : সংশ্লিষ্ট বিষয়ে (ম্যানেজমেন্ট) চার বছরের স্নাতকসহ স্নাতকোত্তর/তিন বছরের সম্মানসহ স্নাতক ও স্নাতকোত্তর ডিগ্রিধারীদের ১০টি, এমফিল/সমমান ডিগ্রিধারীদের পাঁচটি, এবং পিএইচডি/সমমানের ডিগ্রিধারীদের তিনটি প্রকাশনা থাকতে হবে। সহযোগী অধ্যাপক হিসেবে ন্যূনতম দুইটি প্রকাশনা থাকতে হবে। (ঘ) সর্বোচ্চ বয়সসীমা ৪৫ বছর। অথবা সেনাবাহিনী হতে স্বাভাবিক অবসরপ্রাপ্ত সংশ্লিষ্ট বিষয়ে যোগ্যতাসম্পন্ন কর্মকর্তা। (বয়সসীমা শিথিলযোগ্য) bbox=[1121, 1, 1540, 161]
tender-intro: Sealed tenders are hereby invited from the genuine Suppliers / Authorized dealers for Supply of following raw & chemical to Khulna Essential Latex Plant on urgent basis : bbox=[793, 1238, 1518, 1275]
institute-location: সাভার, জালালাবাদ সেনানিবাস bbox=[253, 124, 511, 148]
item-name: Ink for Video Jet Printer : 1) Video Jet Ink Cartridge (V-401-D & V-410-D) 2) Make up Fluid Cartridge (V-701-D & V-705-D) bbox=[794, 1986, 1050, 2088]
table-row bbox=[1, 1815, 764, 1953]
post-name: পরিচালক bbox=[42, 278, 170, 569]
post-count: ১ ১ bbox=[170, 1953, 226, 2253]
requirement-line: (ক) শিক্ষাগত যোগ্যতা : তিন/চার বছরের সম্মানসহ স্নাতক ও স্নাতকোত্তর ডিগ্রি/পাস কোর্সে স্নাতক ও স্নাতকোত্তর ডিগ্রি। শিক্ষাজীবনে কোনো স্তরেই তৃতীয় শ্রেণি/বিভাগ/সমমান গ্রেড গ্রহণযোগ্য হবে না। উচ্চতর ডিগ্রি/প্রশিক্ষণ/কম্পিউটার ব্যবহারে দক্ষতাসম্পন্ন প্রার্থী অগ্রাধিকারযোগ্য। bbox=[358, 575, 758, 647]
or-label: অথবা bbox=[358, 1535, 388, 1549]
post-name: সহকারী অধ্যাপক-বাংলাদেশ স্টাডিজ bbox=[813, 258, 940, 326]
post-requirements bbox=[353, 1347, 764, 1600]
tender-table-header bbox=[794, 1939, 1518, 1986]
earnest-money: Tk. 2.5% of quoted amount bbox=[1050, 1986, 1161, 2088]
